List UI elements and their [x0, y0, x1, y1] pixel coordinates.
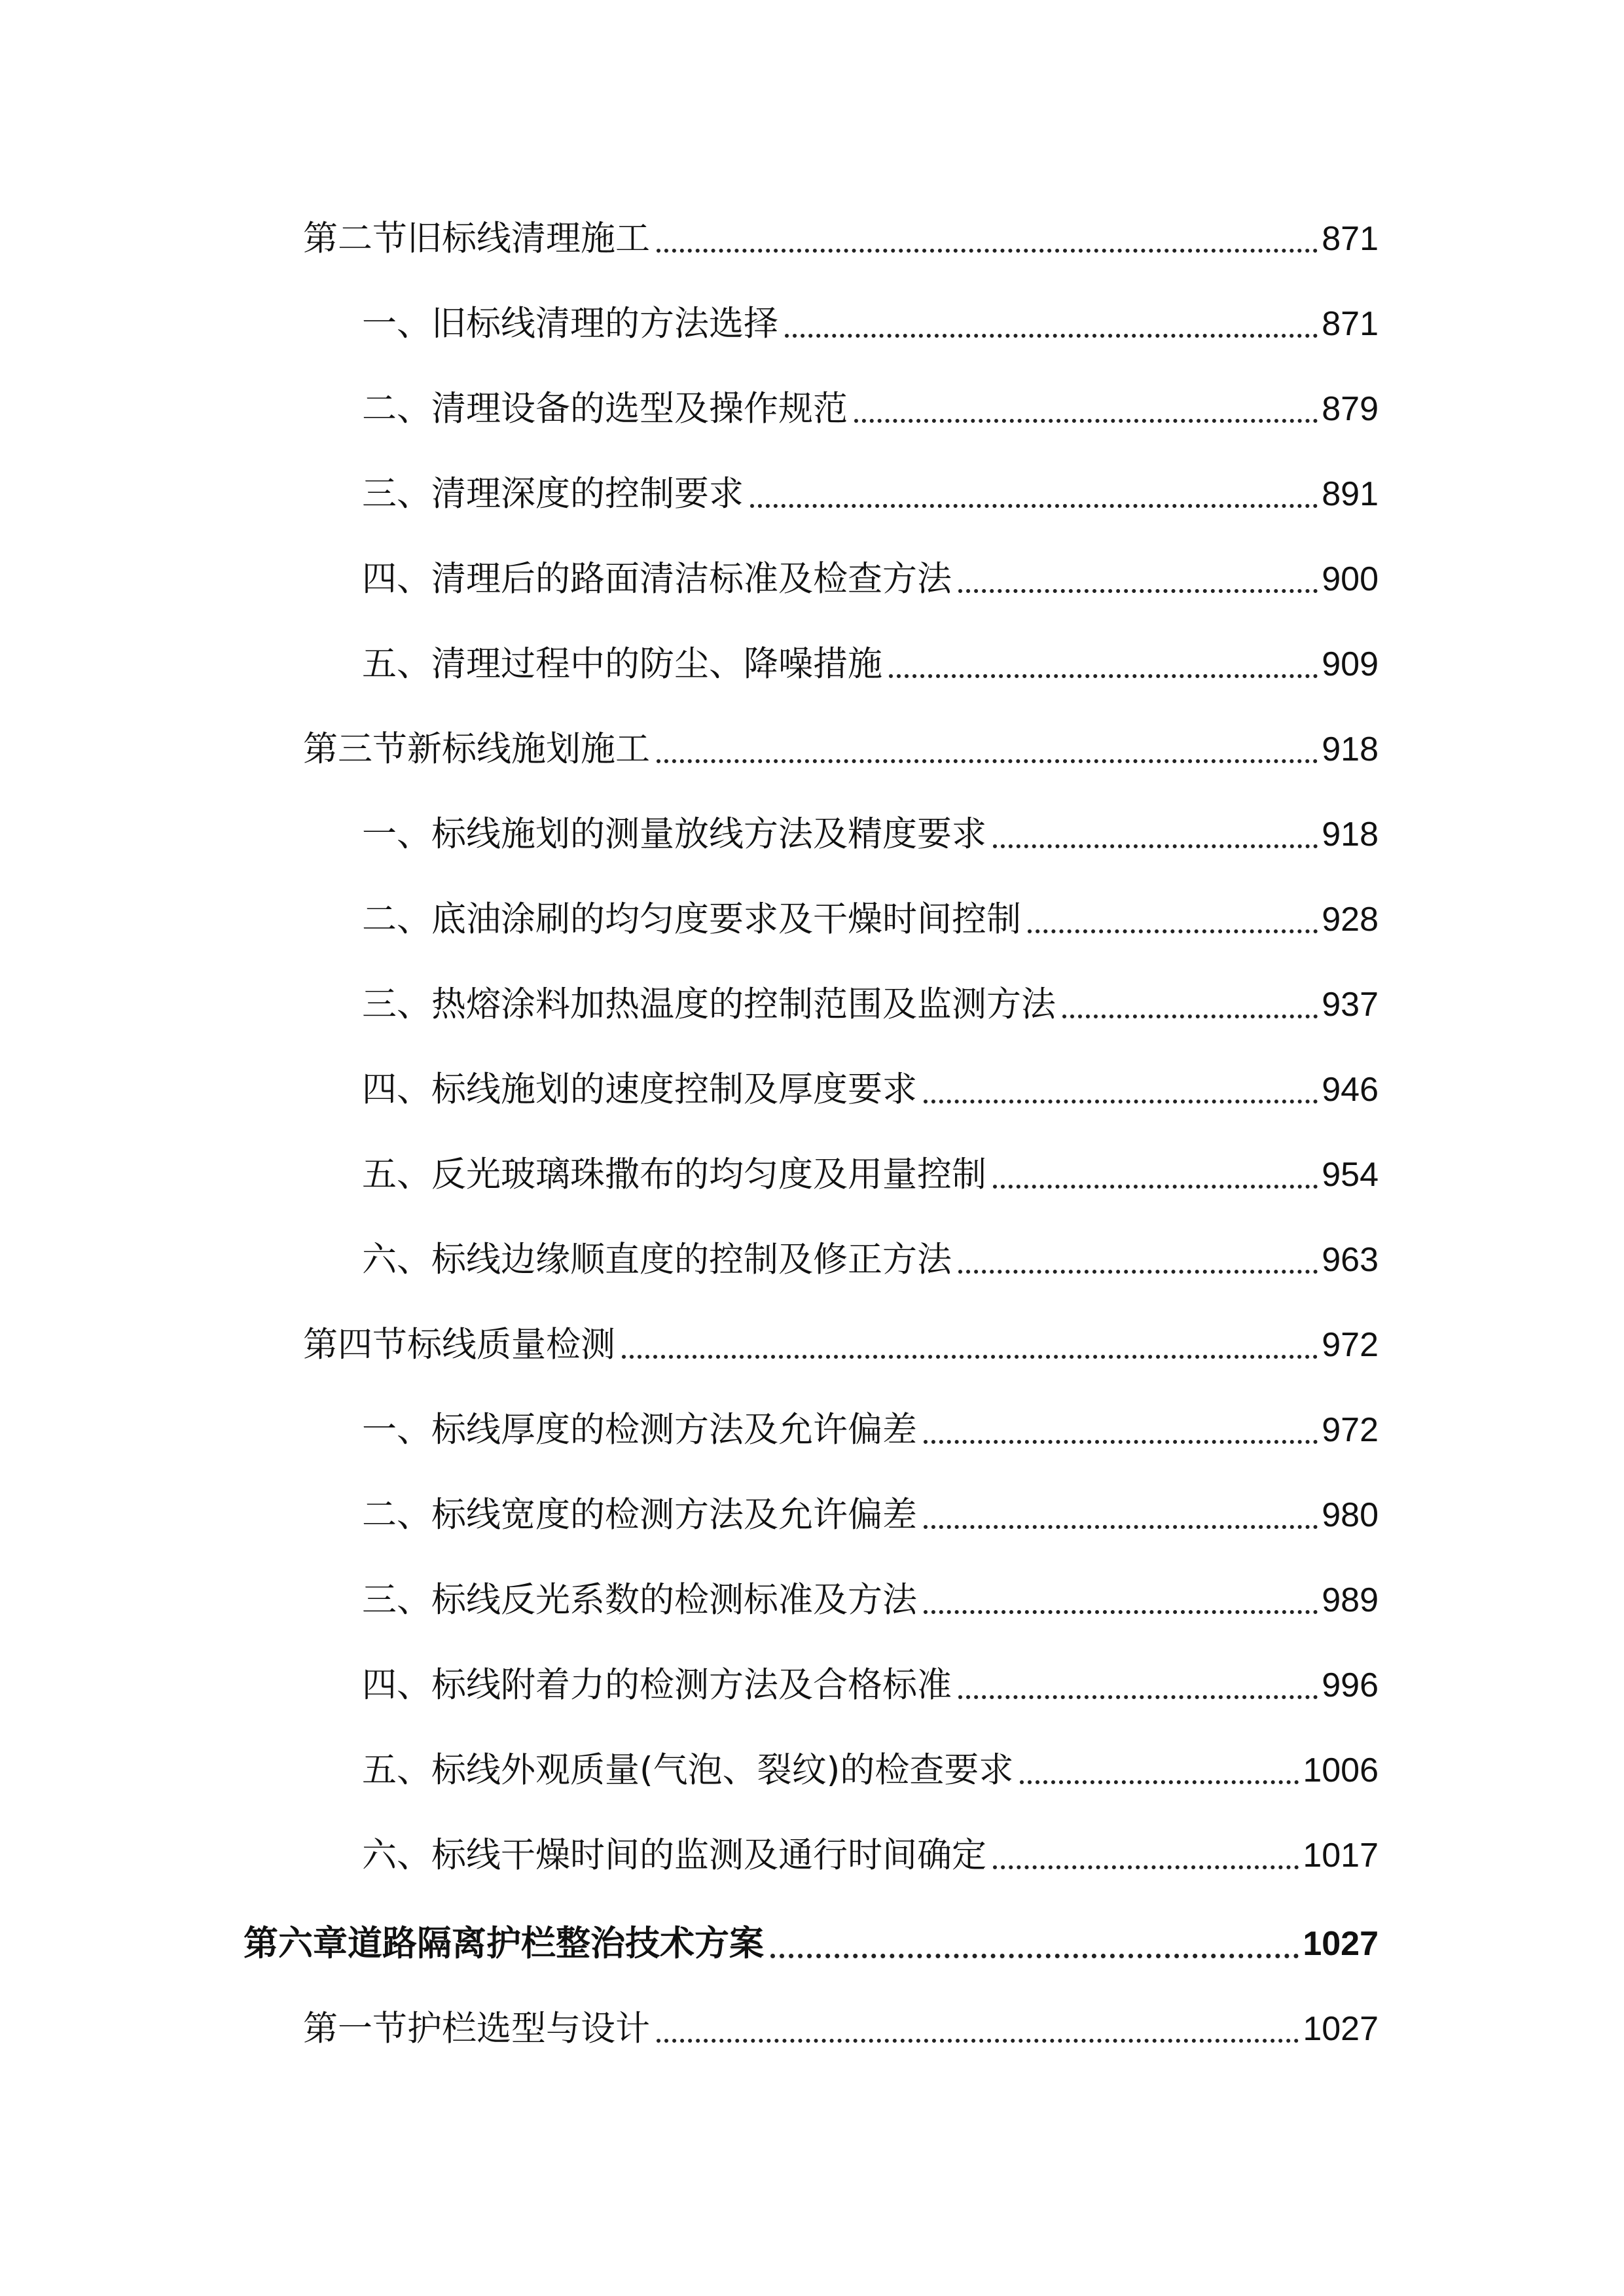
toc-entry-chapter[interactable]	[244, 1911, 1379, 1977]
toc-page-number: 891	[1322, 475, 1379, 513]
toc-entry-title: 四、标线附着力的检测方法及合格标准	[362, 1665, 952, 1705]
toc-entry-subsection[interactable]	[362, 1142, 1379, 1208]
toc-page-number: 963	[1322, 1241, 1379, 1279]
toc-entry-subsection[interactable]	[362, 1823, 1379, 1888]
toc-page-number: 972	[1322, 1411, 1379, 1449]
toc-entry-title: 五、标线外观质量(气泡、裂纹)的检查要求	[362, 1750, 1014, 1790]
dot-leader	[1028, 929, 1318, 933]
toc-entry-section[interactable]	[303, 206, 1379, 272]
toc-entry-section[interactable]	[303, 1312, 1379, 1378]
toc-page-number: 1006	[1303, 1751, 1379, 1789]
toc-entry-title: 三、标线反光系数的检测标准及方法	[362, 1580, 917, 1620]
toc-page-number: 996	[1322, 1666, 1379, 1704]
toc-entry-title: 第一节护栏选型与设计	[303, 2009, 650, 2049]
toc-page-number: 928	[1322, 901, 1379, 939]
toc-entry-subsection[interactable]	[362, 1738, 1379, 1803]
toc-entry-title: 六、标线边缘顺直度的控制及修正方法	[362, 1240, 952, 1280]
toc-entry-title: 四、清理后的路面清洁标准及检查方法	[362, 559, 952, 599]
dot-leader	[924, 1100, 1318, 1103]
toc-entry-subsection[interactable]	[362, 1568, 1379, 1633]
toc-entry-subsection[interactable]	[362, 291, 1379, 357]
dot-leader	[657, 759, 1318, 763]
toc-entry-title: 一、旧标线清理的方法选择	[362, 304, 778, 344]
dot-leader	[889, 674, 1318, 678]
dot-leader	[924, 1610, 1318, 1614]
toc-page-number: 980	[1322, 1496, 1379, 1534]
toc-page-number: 871	[1322, 305, 1379, 343]
toc-entry-subsection[interactable]	[362, 1482, 1379, 1548]
toc-entry-title: 第三节新标线施划施工	[303, 729, 650, 769]
toc-page-number: 972	[1322, 1326, 1379, 1364]
toc-entry-title: 五、清理过程中的防尘、降噪措施	[362, 644, 882, 684]
toc-entry-title: 第四节标线质量检测	[303, 1325, 615, 1365]
toc-page-number: 871	[1322, 220, 1379, 258]
toc-entry-title: 三、热熔涂料加热温度的控制范围及监测方法	[362, 984, 1056, 1024]
toc-entry-subsection[interactable]	[362, 887, 1379, 952]
toc-entry-title: 一、标线厚度的检测方法及允许偏差	[362, 1410, 917, 1450]
dot-leader	[924, 1525, 1318, 1529]
toc-entry-title: 五、反光玻璃珠撒布的均匀度及用量控制	[362, 1155, 986, 1194]
dot-leader	[993, 1865, 1299, 1869]
toc-entry-title: 三、清理深度的控制要求	[362, 474, 744, 514]
dot-leader	[993, 844, 1318, 848]
toc-page-number: 1027	[1303, 1925, 1379, 1963]
dot-leader	[657, 2039, 1299, 2043]
toc-entry-subsection[interactable]	[362, 1227, 1379, 1293]
toc-page-number: 954	[1322, 1156, 1379, 1194]
toc-entry-subsection[interactable]	[362, 802, 1379, 867]
dot-leader	[958, 1695, 1318, 1699]
dot-leader	[750, 504, 1318, 508]
toc-entry-subsection[interactable]	[362, 461, 1379, 527]
toc-page-number: 918	[1322, 816, 1379, 853]
toc-entry-title: 二、标线宽度的检测方法及允许偏差	[362, 1495, 917, 1535]
dot-leader	[622, 1355, 1318, 1359]
dot-leader	[854, 419, 1318, 423]
toc-page-number: 909	[1322, 645, 1379, 683]
toc-entry-title: 四、标线施划的速度控制及厚度要求	[362, 1069, 917, 1109]
toc-entry-section[interactable]	[303, 1996, 1379, 2062]
toc-entry-subsection[interactable]	[362, 376, 1379, 442]
toc-page-number: 1027	[1303, 2010, 1379, 2048]
toc-page-number: 879	[1322, 390, 1379, 428]
dot-leader	[770, 1954, 1299, 1958]
dot-leader	[657, 249, 1318, 253]
toc-entry-section[interactable]	[303, 717, 1379, 782]
toc-entry-title: 二、清理设备的选型及操作规范	[362, 389, 848, 429]
dot-leader	[1062, 1014, 1318, 1018]
toc-page-number: 937	[1322, 986, 1379, 1024]
dot-leader	[993, 1185, 1318, 1189]
toc-entry-subsection[interactable]	[362, 1057, 1379, 1122]
toc-entry-subsection[interactable]	[362, 632, 1379, 697]
toc-page-number: 918	[1322, 730, 1379, 768]
toc-entry-title: 二、底油涂刷的均匀度要求及干燥时间控制	[362, 899, 1021, 939]
toc-page-number: 1017	[1303, 1837, 1379, 1874]
toc-entry-subsection[interactable]	[362, 1397, 1379, 1463]
toc-entry-title: 六、标线干燥时间的监测及通行时间确定	[362, 1835, 986, 1875]
dot-leader	[785, 334, 1318, 338]
dot-leader	[924, 1440, 1318, 1444]
toc-entry-subsection[interactable]	[362, 972, 1379, 1037]
toc-page-number: 989	[1322, 1581, 1379, 1619]
toc-page-number: 900	[1322, 560, 1379, 598]
toc-entry-subsection[interactable]	[362, 1653, 1379, 1718]
toc-entry-subsection[interactable]	[362, 547, 1379, 612]
toc-entry-title: 第六章道路隔离护栏整治技术方案	[244, 1924, 764, 1964]
dot-leader	[1020, 1780, 1299, 1784]
toc-entry-title: 一、标线施划的测量放线方法及精度要求	[362, 814, 986, 854]
toc-entry-title: 第二节旧标线清理施工	[303, 219, 650, 259]
toc-page-number: 946	[1322, 1071, 1379, 1109]
dot-leader	[958, 589, 1318, 593]
dot-leader	[958, 1270, 1318, 1274]
